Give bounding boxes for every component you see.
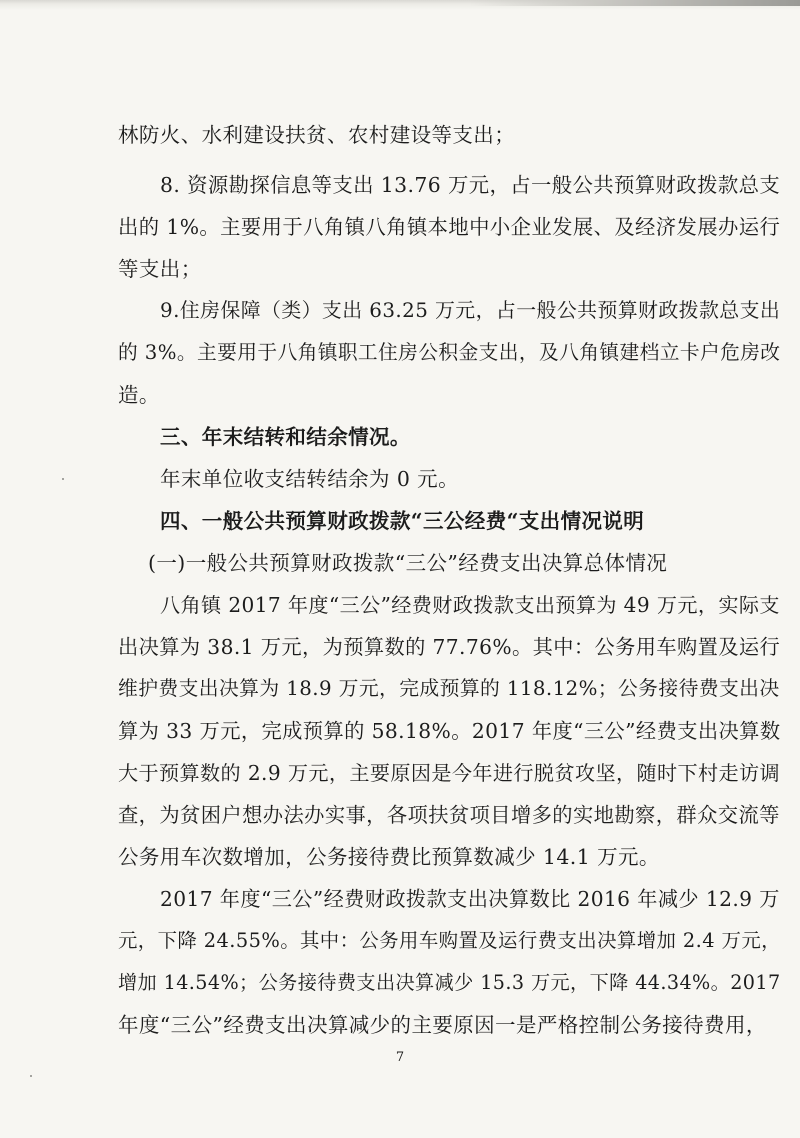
paragraph-line-1: 林防火、水利建设扶贫、农村建设等支出； (118, 123, 516, 147)
page-number: 7 (395, 1050, 405, 1065)
paragraph-line-5: 9.住房保障（类）支出 63.25 万元，占一般公共预算财政拨款总支出 (160, 299, 781, 322)
paragraph-line-14: 维护费支出决算为 18.9 万元，完成预算的 118.12%；公务接待费支出决 (118, 677, 780, 700)
paragraph-line-15: 算为 33 万元，完成预算的 58.18%。2017 年度“三公”经费支出决算数 (118, 719, 781, 743)
paragraph-line-20: 元，下降 24.55%。其中：公务用车购置及运行费支出决算增加 2.4 万元， (118, 929, 781, 952)
paragraph-line-22: 年度“三公”经费支出决算减少的主要原因一是严格控制公务接待费用， (118, 1013, 767, 1037)
paragraph-line-21: 增加 14.54%；公务接待费支出决算减少 15.3 万元，下降 44.34%。2017 (118, 971, 781, 994)
scan-speck (62, 478, 64, 480)
paragraph-line-2: 8. 资源勘探信息等支出 13.76 万元，占一般公共预算财政拨款总支 (160, 173, 781, 197)
paragraph-line-13: 出决算为 38.1 万元，为预算数的 77.76%。其中：公务用车购置及运行 (118, 635, 781, 659)
paragraph-line-9: 年末单位收支结转结余为 0 元。 (160, 467, 459, 491)
paragraph-line-16: 大于预算数的 2.9 万元，主要原因是今年进行脱贫攻坚，随时下村走访调 (118, 761, 781, 785)
paragraph-line-17: 查，为贫困户想办法办实事，各项扶贫项目增多的实地勘察，群众交流等 (118, 803, 780, 827)
paragraph-line-6: 的 3%。主要用于八角镇职工住房公积金支出，及八角镇建档立卡户危房改 (118, 341, 781, 364)
paragraph-line-7: 造。 (118, 383, 160, 407)
section-heading-4: 四、一般公共预算财政拨款“三公经费“支出情况说明 (160, 509, 645, 533)
paragraph-line-18: 公务用车次数增加，公务接待费比预算数减少 14.1 万元。 (118, 845, 660, 869)
scan-speck (30, 1075, 32, 1077)
paragraph-line-4: 等支出； (118, 257, 202, 281)
section-heading-3: 三、年末结转和结余情况。 (160, 425, 411, 449)
paragraph-line-19: 2017 年度“三公”经费财政拨款支出决算数比 2016 年减少 12.9 万 (160, 887, 780, 911)
subsection-heading-1: (一)一般公共预算财政拨款“三公”经费支出决算总体情况 (148, 551, 668, 575)
paragraph-line-3: 出的 1%。主要用于八角镇八角镇本地中小企业发展、及经济发展办运行 (118, 215, 781, 239)
paragraph-line-12: 八角镇 2017 年度“三公”经费财政拨款支出预算为 49 万元，实际支 (160, 593, 780, 617)
